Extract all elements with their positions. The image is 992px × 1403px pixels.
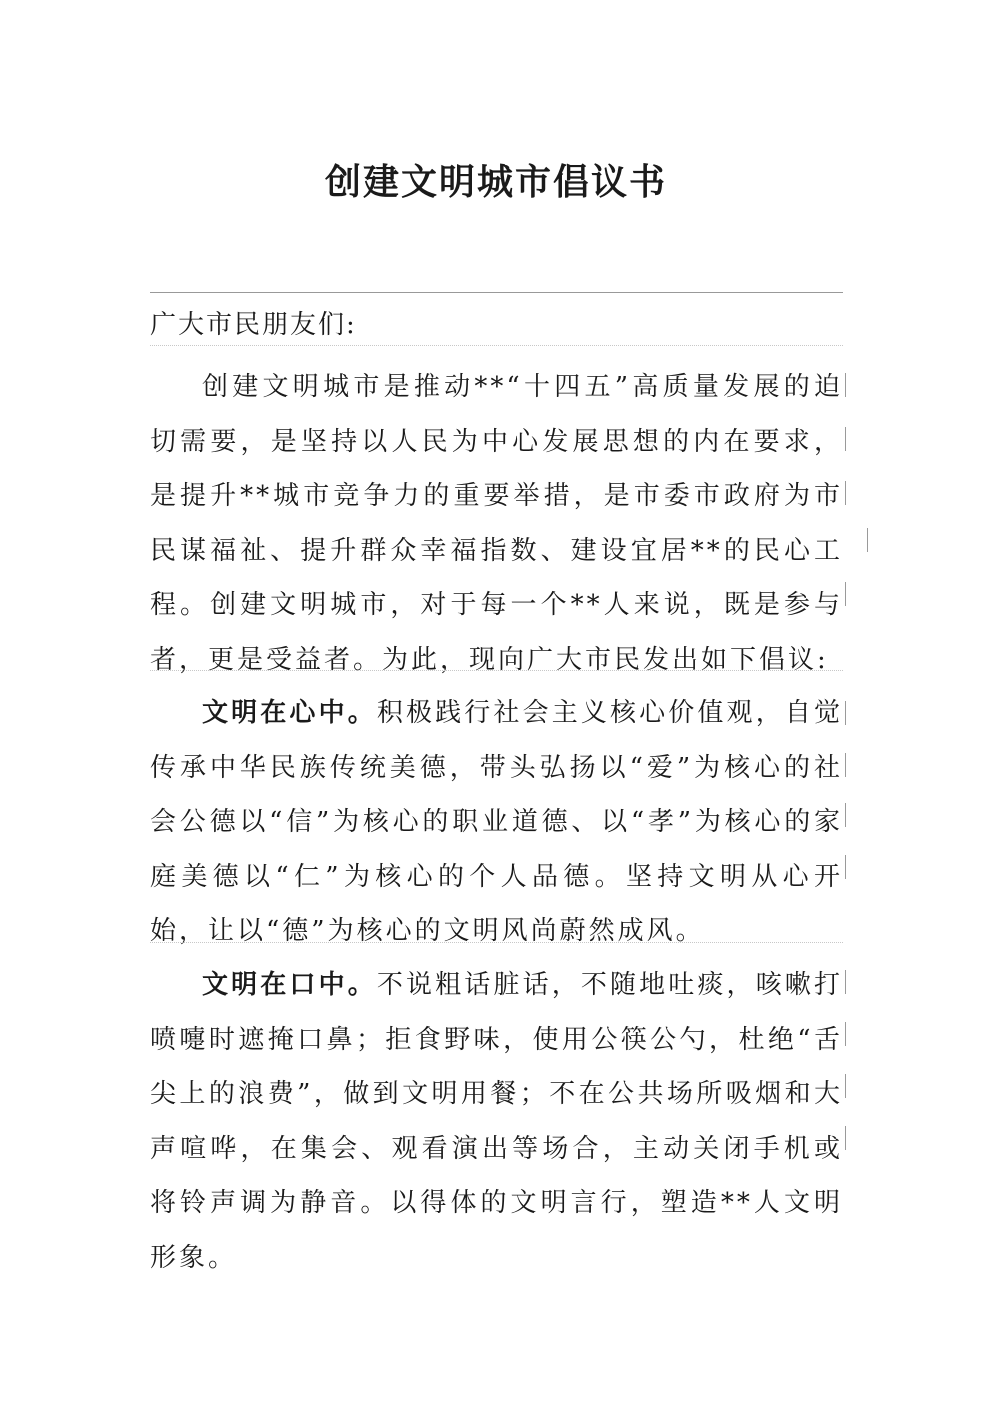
- greeting-line: 广大市民朋友们:: [150, 310, 357, 340]
- paragraph-text: 积极践行社会主义核心价值观，自觉传承中华民族传统美德，带头弘扬以“爱”为核心的社会公德以“信”为核心的职业道德、以“孝”为核心的家庭美德以“仁”为核心的个人品德。坚持文明从心开始，让以“德”为核心的文明风尚蔚然成风。: [150, 698, 843, 946]
- margin-mark: [845, 427, 846, 451]
- paragraph-civility-in-heart: [150, 686, 843, 959]
- margin-mark: [845, 582, 846, 606]
- paragraph-separator: [150, 670, 843, 671]
- margin-mark: [845, 970, 846, 994]
- margin-mark: [845, 701, 846, 725]
- margin-mark: [845, 1022, 846, 1046]
- paragraph-civility-in-speech: [150, 958, 843, 1285]
- paragraph-lead: 文明在口中。: [202, 970, 377, 1000]
- document-title: 创建文明城市倡议书: [324, 161, 667, 203]
- paragraph-separator: [150, 345, 843, 346]
- margin-mark: [845, 1074, 846, 1098]
- margin-mark: [845, 481, 846, 505]
- margin-mark: [845, 373, 846, 397]
- margin-mark: [867, 528, 868, 552]
- margin-mark: [845, 855, 846, 879]
- paragraph-intro: [150, 360, 843, 687]
- margin-mark: [845, 803, 846, 827]
- header-divider: [150, 292, 843, 293]
- margin-mark: [845, 753, 846, 777]
- paragraph-lead: 文明在心中。: [202, 698, 377, 728]
- paragraph-text: 创建文明城市是推动**“十四五”高质量发展的迫切需要，是坚持以人民为中心发展思想的内在要求，是提升**城市竞争力的重要举措，是市委市政府为市民谋福祉、提升群众幸福指数、建设宜居**的民心工程。创建文明城市，对于每一个**人来说，既是参与者，更是受益者。为此，现向广大市民发出如下倡议:: [150, 372, 843, 675]
- paragraph-text: 不说粗话脏话，不随地吐痰，咳嗽打喷嚏时遮掩口鼻；拒食野味，使用公筷公勺，杜绝“舌尖上的浪费”，做到文明用餐；不在公共场所吸烟和大声喧哗，在集会、观看演出等场合，主动关闭手机或将铃声调为静音。以得体的文明言行，塑造**人文明形象。: [150, 970, 843, 1273]
- paragraph-separator: [150, 942, 843, 943]
- margin-mark: [845, 1126, 846, 1150]
